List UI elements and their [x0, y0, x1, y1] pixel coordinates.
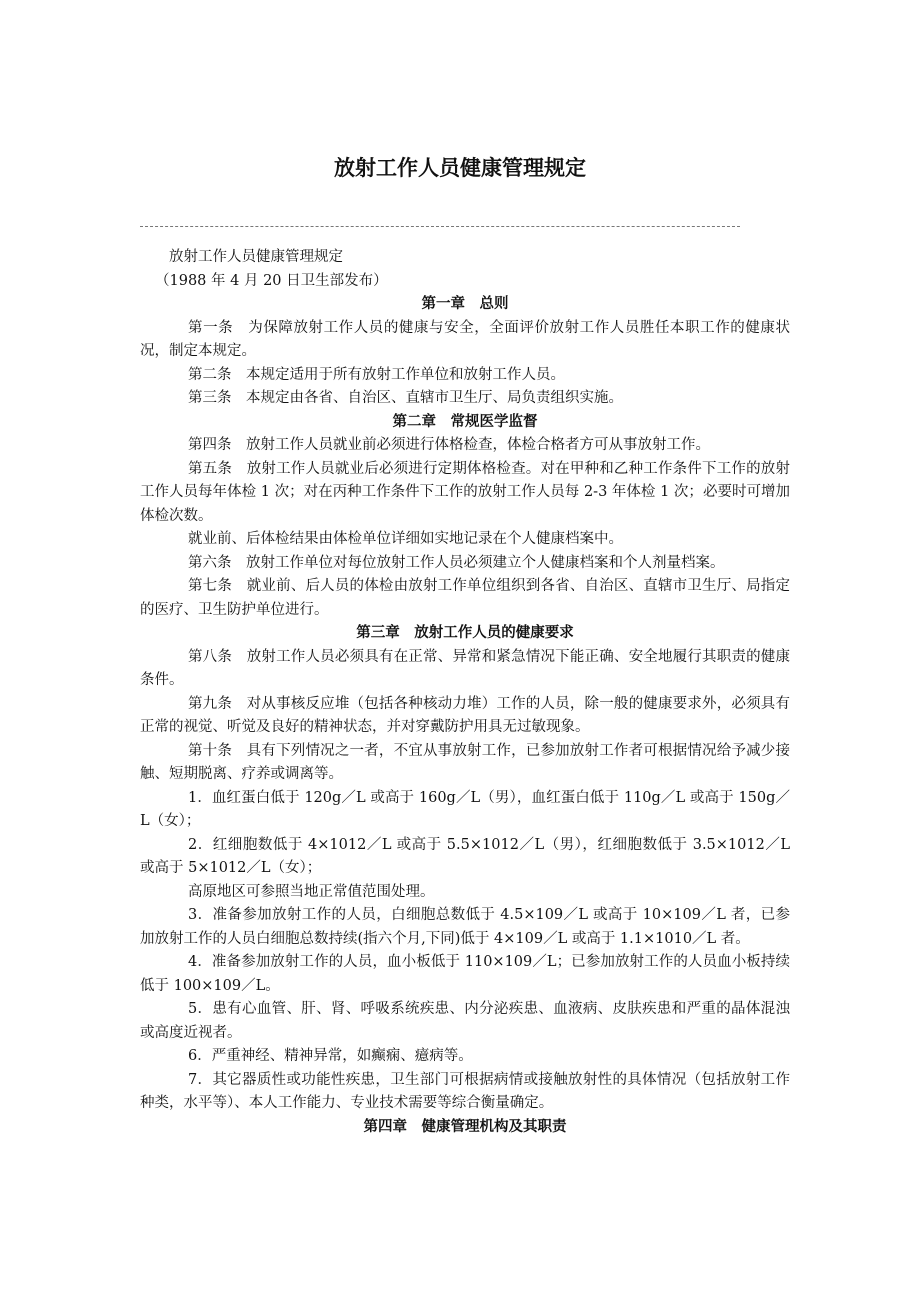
document-title: 放射工作人员健康管理规定 [334, 156, 586, 180]
issue-note: （1988 年 4 月 20 日卫生部发布） [155, 272, 388, 289]
article-paragraph: 第十条 具有下列情况之一者，不宜从事放射工作，已参加放射工作者可根据情况给予减少接触、短期脱离、疗养或调离等。 [140, 742, 790, 782]
list-item: 6．严重神经、精神异常，如癫痫、癔病等。 [188, 1048, 473, 1064]
article-paragraph: 第七条 就业前、后人员的体检由放射工作单位组织到各省、自治区、直辖市卫生厅、局指定的医疗、卫生防护单位进行。 [140, 578, 790, 618]
chapter-heading: 第一章 总则 [421, 296, 509, 312]
chapter-heading: 第四章 健康管理机构及其职责 [363, 1118, 567, 1135]
article-paragraph: 第三条 本规定由各省、自治区、直辖市卫生厅、局负责组织实施。 [188, 390, 623, 406]
list-item: 5．患有心血管、肝、肾、呼吸系统疾患、内分泌疾患、血液病、皮肤疾患和严重的晶体混浊或高度近视者。 [140, 1001, 790, 1041]
list-item: 2．红细胞数低于 4×1012／L 或高于 5.5×1012／L（男），红细胞数低于 3.5×1012／L 或高于 5×1012／L（女）； [140, 836, 790, 876]
article-paragraph: 就业前、后体检结果由体检单位详细如实地记录在个人健康档案中。 [188, 531, 623, 547]
article-paragraph: 第八条 放射工作人员必须具有在正常、异常和紧急情况下能正确、安全地履行其职责的健康条件。 [140, 648, 790, 688]
article-paragraph: 高原地区可参照当地正常值范围处理。 [188, 883, 435, 900]
list-item: 3．准备参加放射工作的人员，白细胞总数低于 4.5×109／L 或高于 10×109／L 者，已参加放射工作的人员白细胞总数持续(指六个月,下同)低于 4×109／L 或高于 1.1×1010／L 者。 [140, 907, 790, 947]
chapter-heading: 第二章 常规医学监督 [392, 413, 538, 430]
list-item: 7．其它器质性或功能性疾患，卫生部门可根据病情或接触放射性的具体情况（包括放射工作种类，水平等）、本人工作能力、专业技术需要等综合衡量确定。 [140, 1071, 790, 1111]
article-paragraph: 第六条 放射工作单位对每位放射工作人员必须建立个人健康档案和个人剂量档案。 [188, 554, 725, 571]
article-paragraph: 第五条 放射工作人员就业后必须进行定期体格检查。对在甲种和乙种工作条件下工作的放射工作人员每年体检 1 次；对在丙种工作条件下工作的放射工作人员每 2-3 年体检 1 次；必要时可增加体检次数。 [140, 460, 790, 524]
document-body [140, 246, 790, 1139]
separator-rule [140, 226, 740, 227]
header-title: 放射工作人员健康管理规定 [169, 249, 343, 265]
article-paragraph: 第四条 放射工作人员就业前必须进行体格检查，体检合格者方可从事放射工作。 [188, 437, 710, 453]
list-item: 1．血红蛋白低于 120g／L 或高于 160g／L（男），血红蛋白低于 110g／L 或高于 150g／L（女）； [140, 789, 790, 829]
article-paragraph: 第一条 为保障放射工作人员的健康与安全，全面评价放射工作人员胜任本职工作的健康状况，制定本规定。 [140, 319, 790, 359]
chapter-heading: 第三章 放射工作人员的健康要求 [356, 625, 574, 641]
article-paragraph: 第九条 对从事核反应堆（包括各种核动力堆）工作的人员，除一般的健康要求外，必须具有正常的视觉、听觉及良好的精神状态，并对穿戴防护用具无过敏现象。 [140, 695, 790, 735]
list-item: 4．准备参加放射工作的人员，血小板低于 110×109／L；已参加放射工作的人员血小板持续低于 100×109／L。 [140, 954, 790, 994]
article-paragraph: 第二条 本规定适用于所有放射工作单位和放射工作人员。 [188, 366, 565, 383]
